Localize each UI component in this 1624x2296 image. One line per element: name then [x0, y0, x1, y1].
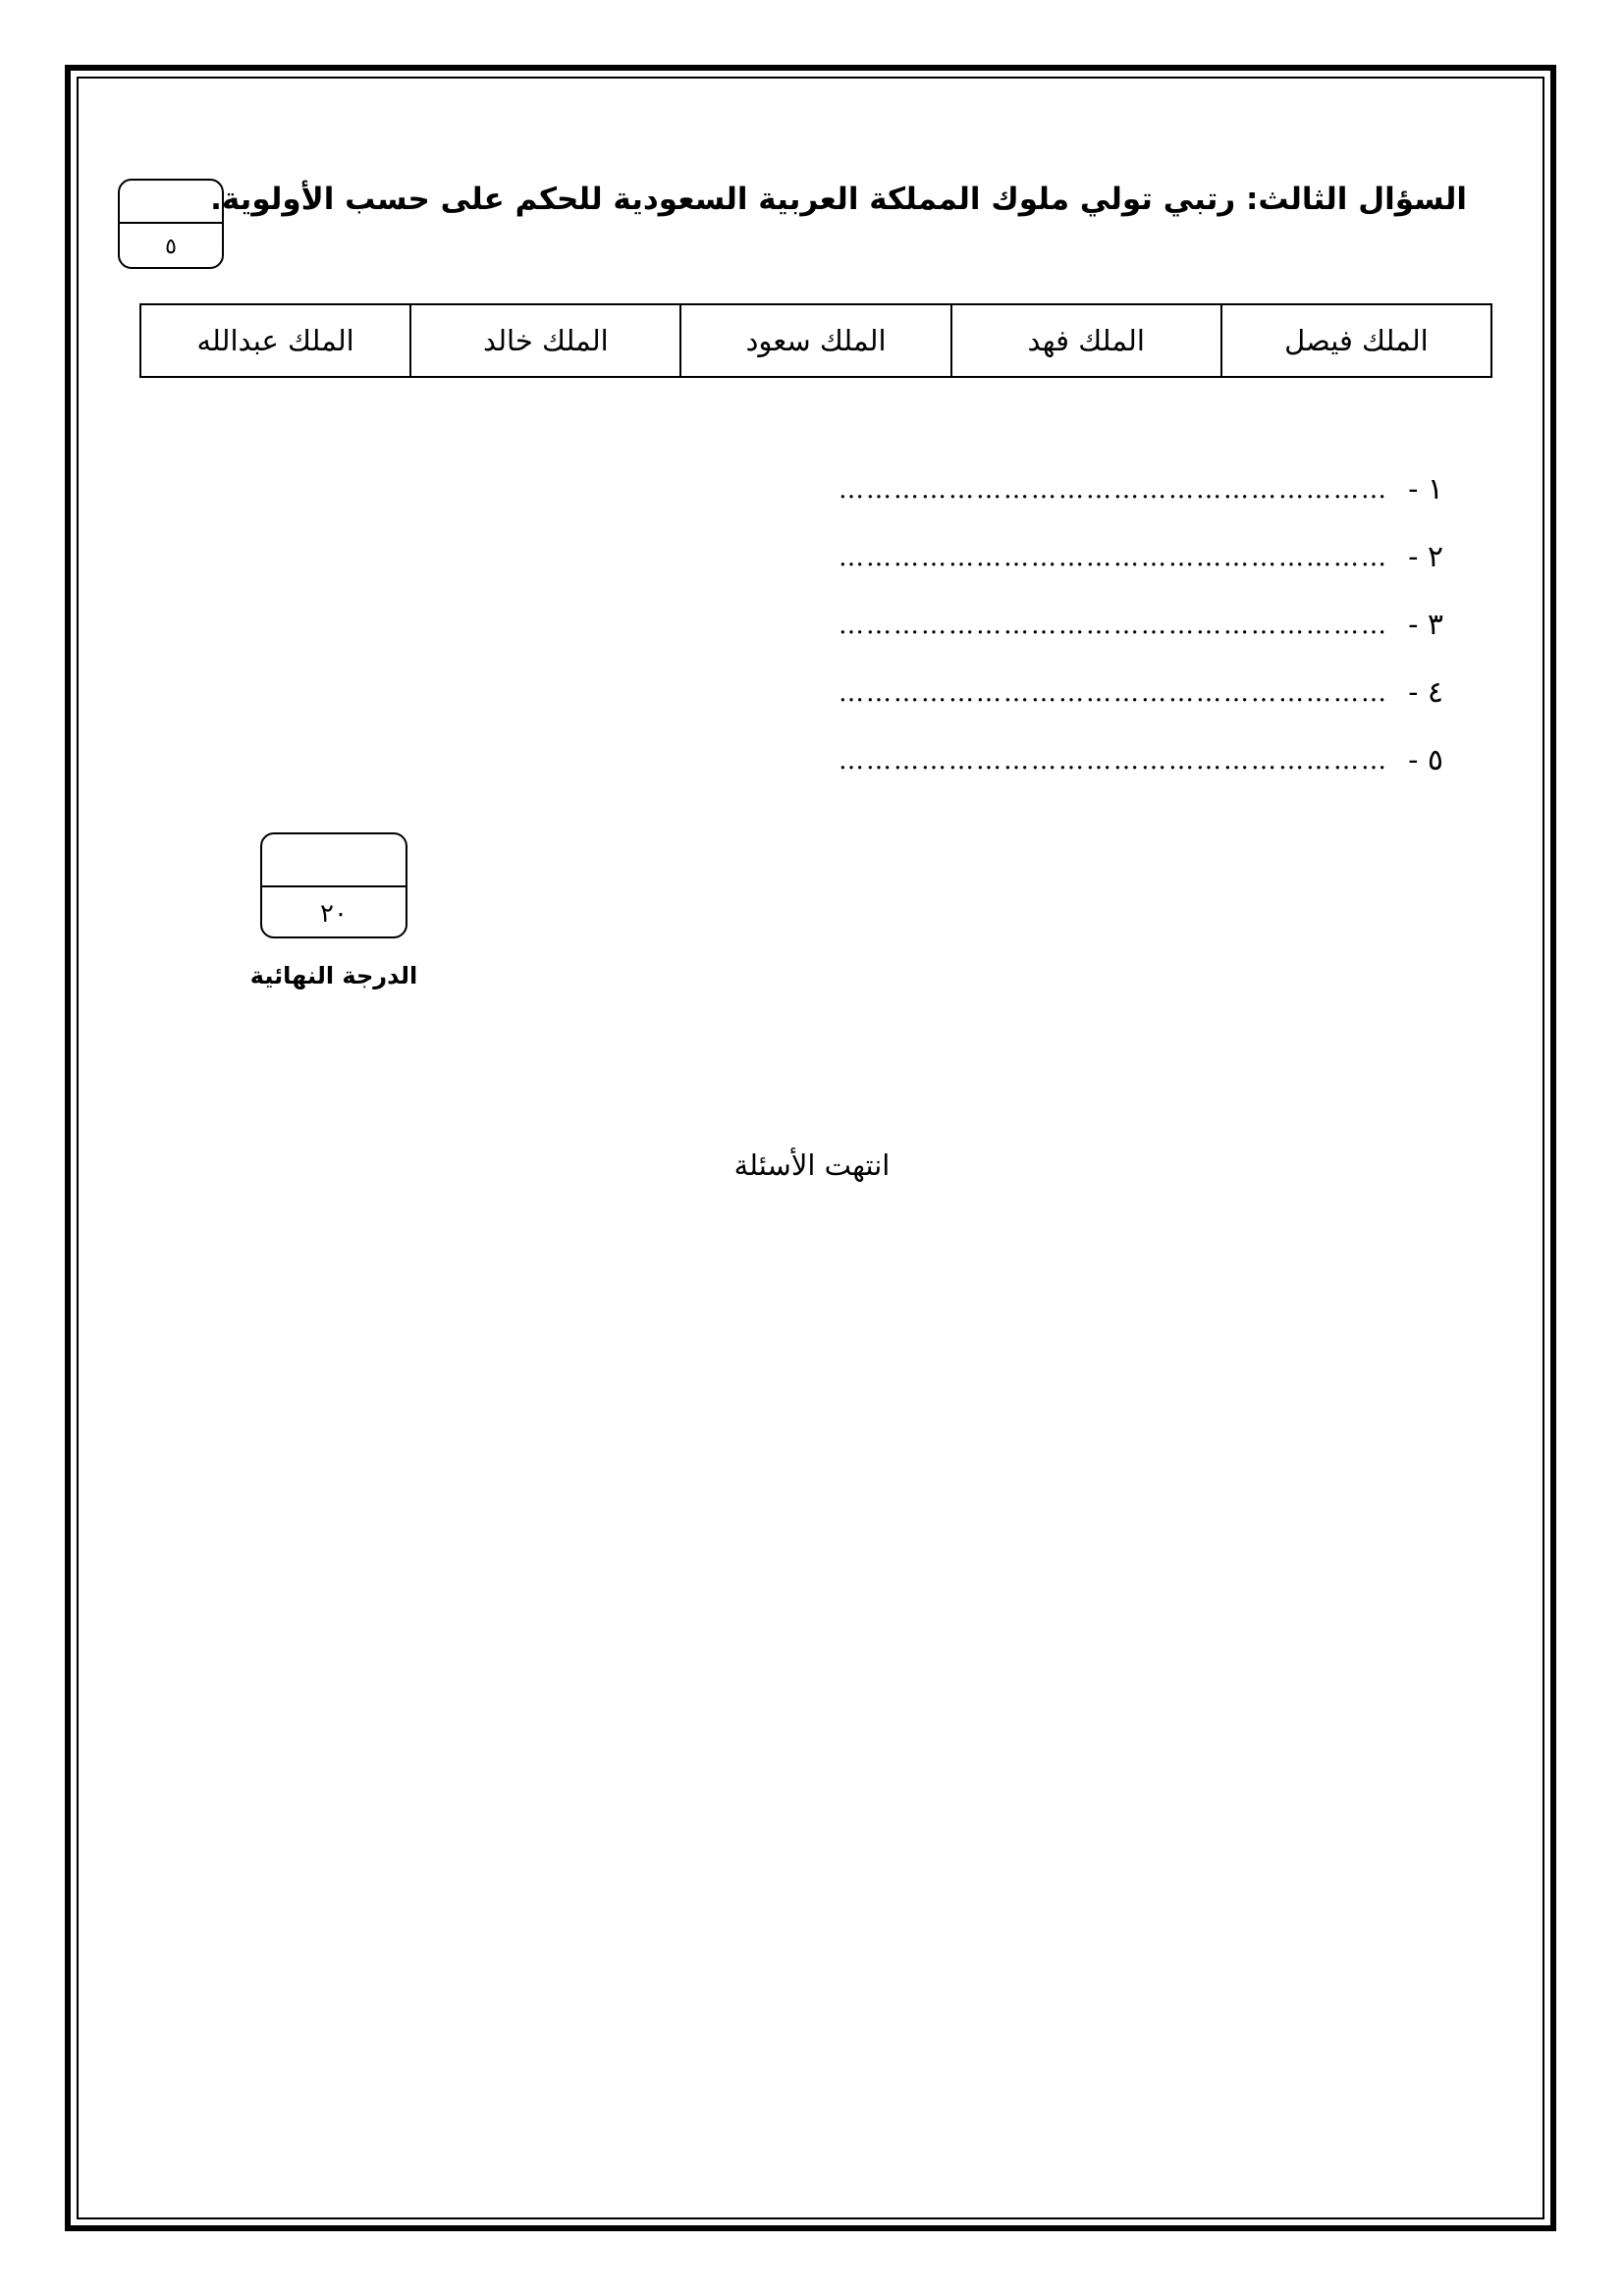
answer-number: ٣ - [1408, 608, 1443, 642]
answer-blank: …………………………………………………… [839, 610, 1388, 640]
final-score-value: ٢٠ [320, 899, 348, 929]
question-score-box [118, 179, 224, 269]
question-text: رتبي تولي ملوك المملكة العربية السعودية للحكم على حسب الأولوية. [210, 182, 1236, 217]
answer-blank: …………………………………………………… [839, 474, 1388, 505]
answer-line[interactable] [579, 591, 1443, 659]
answer-line[interactable] [579, 659, 1443, 726]
king-cell: الملك فيصل [1221, 304, 1491, 377]
kings-table [139, 303, 1492, 378]
king-cell: الملك عبدالله [140, 304, 410, 377]
answer-blank: …………………………………………………… [839, 677, 1388, 708]
answer-line[interactable] [579, 455, 1443, 523]
answer-number: ٥ - [1408, 743, 1443, 777]
king-cell: الملك فهد [951, 304, 1221, 377]
score-box-divider [120, 222, 222, 224]
kings-row [140, 304, 1491, 377]
final-score-label: الدرجة النهائية [249, 962, 418, 989]
answer-line[interactable] [579, 726, 1443, 794]
answer-lines [579, 455, 1443, 794]
end-of-questions-text: انتهت الأسئلة [733, 1148, 891, 1182]
score-box-divider [262, 885, 406, 887]
answer-blank: …………………………………………………… [839, 542, 1388, 572]
answer-number: ٢ - [1408, 540, 1443, 574]
answer-line[interactable] [579, 523, 1443, 591]
answer-number: ١ - [1408, 472, 1443, 507]
question-heading [210, 175, 1467, 224]
king-cell: الملك سعود [680, 304, 950, 377]
question-score-value: ٥ [165, 235, 177, 259]
answer-blank: …………………………………………………… [839, 745, 1388, 775]
king-cell: الملك خالد [410, 304, 680, 377]
final-score-box [260, 832, 407, 938]
answer-number: ٤ - [1408, 675, 1443, 710]
question-label: السؤال الثالث: [1246, 182, 1467, 217]
